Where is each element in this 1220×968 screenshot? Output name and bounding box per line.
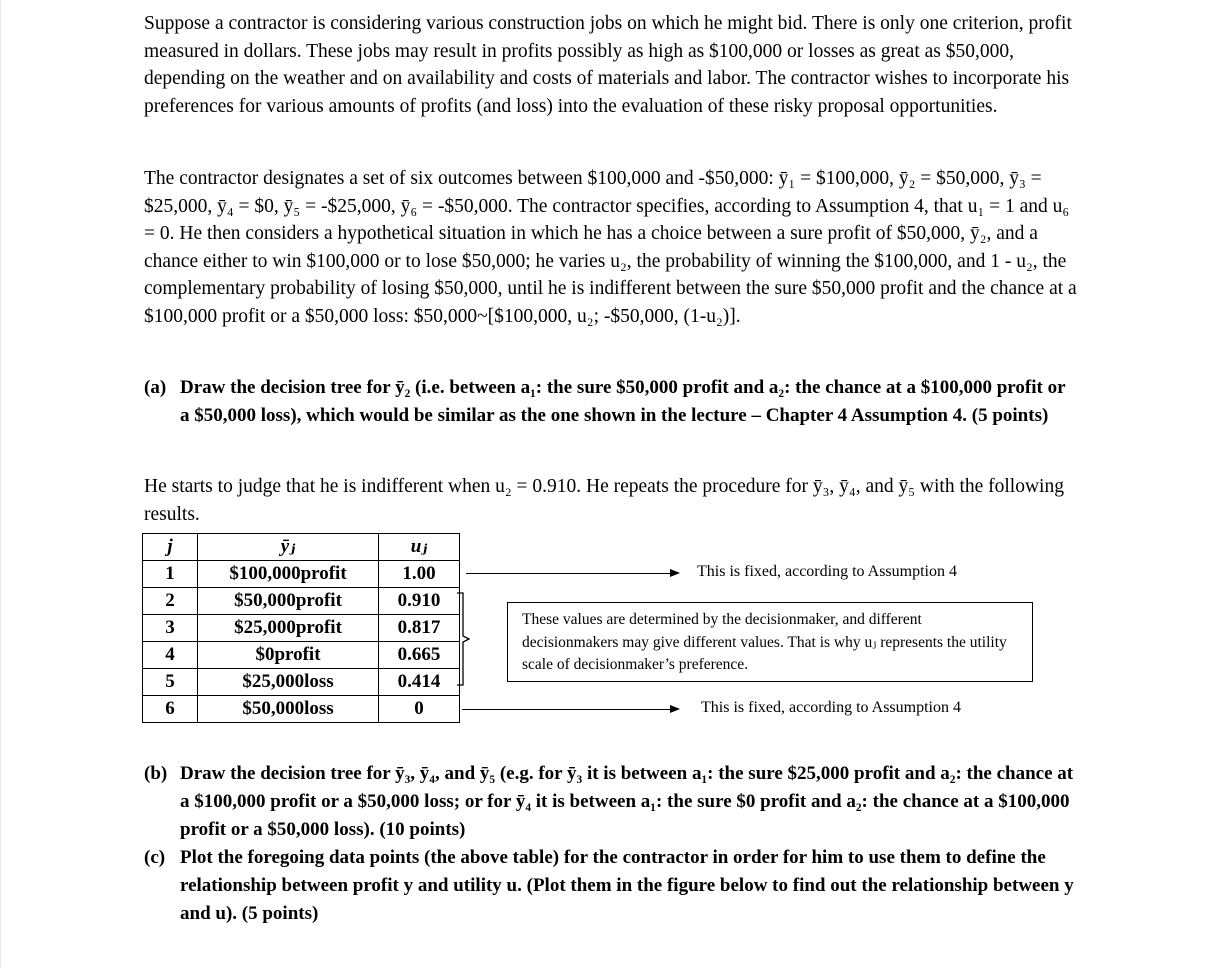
table-row — [143, 669, 460, 696]
question-b-text: Draw the decision tree for ȳ₃, ȳ₄, and ȳ₅ (e.g. for ȳ₃ it is between a₁: the sure $25,000 profit and a₂: the chance at a $100,000 profit or a $50,000 loss; or for ȳ₄ it is between a₁: the sure $0 profit and a₂: the chance at a $100,000 profit or a $50,000 loss). (10 points) — [180, 763, 1074, 840]
cell-j: 3 — [143, 615, 198, 642]
table-row — [143, 696, 460, 723]
cell-u: 0.414 — [379, 669, 460, 696]
page-edge — [0, 0, 1, 968]
question-c-text: Plot the foregoing data points (the above table) for the contractor in order for him to use them to define the relationship between profit y and utility u. (Plot them in the figure below to find out the relationship between y and u). (5 points) — [180, 847, 1074, 924]
cell-j: 2 — [143, 588, 198, 615]
cell-u: 0.910 — [379, 588, 460, 615]
cell-y: $25,000loss — [198, 669, 379, 696]
cell-y: $25,000profit — [198, 615, 379, 642]
table-row — [143, 615, 460, 642]
cell-u: 0 — [379, 696, 460, 723]
cell-y: $50,000profit — [198, 588, 379, 615]
cell-y: $50,000loss — [198, 696, 379, 723]
cell-j: 6 — [143, 696, 198, 723]
fixed-note-top: This is fixed, according to Assumption 4 — [697, 563, 957, 580]
bracket-icon — [456, 592, 470, 686]
table-row — [143, 561, 460, 588]
cell-j: 4 — [143, 642, 198, 669]
cell-j: 5 — [143, 669, 198, 696]
question-c — [144, 844, 1074, 928]
arrow-right-icon — [462, 709, 678, 710]
fixed-note-bottom: This is fixed, according to Assumption 4 — [701, 699, 961, 716]
decisionmaker-note-box: These values are determined by the decisionmaker, and different decisionmakers may give different values. That is why uⱼ represents the utility scale of decisionmaker’s preference. — [507, 602, 1033, 682]
outcomes-paragraph: The contractor designates a set of six outcomes between $100,000 and -$50,000: ȳ₁ = $100,000, ȳ₂ = $50,000, ȳ₃ = $25,000, ȳ₄ = $0, ȳ₅ = -$25,000, ȳ₆ = -$50,000. The contractor specifies, according to Assumption 4, that u₁ = 1 and u₆ = 0. He then considers a hypothetical situation in which he has a choice between a sure profit of $50,000, ȳ₂, and a chance either to win $100,000 or to lose $50,000; he varies u₂, the probability of winning the $100,000, and 1 - u₂, the complementary probability of losing $50,000, until he is indifferent between the sure $50,000 profit and the chance at a $100,000 profit or a $50,000 loss: $50,000~[$100,000, u₂; -$50,000, (1-u₂)]. — [144, 168, 1077, 327]
results-paragraph: He starts to judge that he is indifferent when u₂ = 0.910. He repeats the procedure for ȳ₃, ȳ₄, and ȳ₅ with the following results. — [144, 476, 1064, 525]
cell-y: $100,000profit — [198, 561, 379, 588]
cell-u: 0.665 — [379, 642, 460, 669]
table-row — [143, 588, 460, 615]
header-u: uⱼ — [379, 534, 460, 561]
header-j: j — [143, 534, 198, 561]
table-row — [143, 642, 460, 669]
arrow-right-icon — [466, 573, 678, 574]
question-a-text: Draw the decision tree for ȳ₂ (i.e. between a₁: the sure $50,000 profit and a₂: the chance at a $100,000 profit or a $50,000 loss), which would be similar as the one shown in the lecture – Chapter 4 Assumption 4. (5 points) — [180, 377, 1066, 426]
table-header-row — [143, 534, 460, 561]
cell-j: 1 — [143, 561, 198, 588]
question-b — [144, 760, 1074, 844]
header-y: ȳⱼ — [198, 534, 379, 561]
utility-table — [142, 533, 460, 723]
question-a-label: (a) — [144, 377, 167, 398]
question-b-label: (b) — [144, 763, 168, 784]
cell-y: $0profit — [198, 642, 379, 669]
cell-u: 1.00 — [379, 561, 460, 588]
question-c-label: (c) — [144, 847, 166, 868]
question-a — [144, 374, 1074, 430]
intro-paragraph: Suppose a contractor is considering various construction jobs on which he might bid. There is only one criterion, profit measured in dollars. These jobs may result in profits possibly as high as $100,000 or losses as great as $50,000, depending on the weather and on availability and costs of materials and labor. The contractor wishes to incorporate his preferences for various amounts of profits (and loss) into the evaluation of these risky proposal opportunities. — [144, 13, 1072, 117]
cell-u: 0.817 — [379, 615, 460, 642]
